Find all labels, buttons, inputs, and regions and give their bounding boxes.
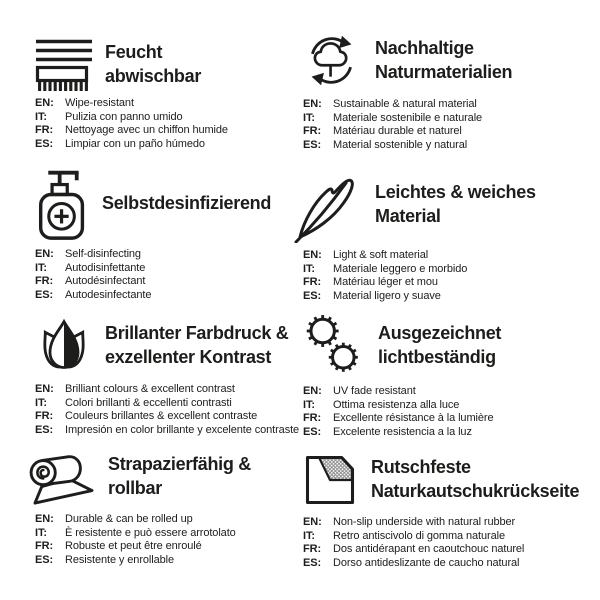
double-sun-icon xyxy=(303,313,363,379)
lang-label: EN: xyxy=(35,248,54,260)
sanitizer-bottle-icon xyxy=(35,166,90,242)
translation-text: È resistente e può essere arrotolato xyxy=(65,526,236,539)
lang-label: EN: xyxy=(35,513,54,525)
translation-text: Limpiar con un paño húmedo xyxy=(65,138,205,151)
wipe-brush-icon xyxy=(35,38,93,92)
translation-text: Wipe-resistant xyxy=(65,97,134,109)
lang-label: IT: xyxy=(303,398,315,411)
translation-text: Excelente resistencia a la luz xyxy=(333,426,472,439)
translation-text: Self-disinfecting xyxy=(65,248,141,260)
lang-label: EN: xyxy=(303,98,322,110)
translation-row xyxy=(303,530,579,544)
translation-row xyxy=(303,125,512,139)
translation-text: UV fade resistant xyxy=(333,385,416,397)
feature-title: Feucht abwischbar xyxy=(105,41,202,86)
translation-row xyxy=(303,276,536,290)
translation-row xyxy=(303,426,501,440)
lang-label: FR: xyxy=(35,540,54,553)
feature-brilliant-print xyxy=(35,314,299,438)
lang-label: FR: xyxy=(303,543,322,556)
translation-list xyxy=(303,249,536,304)
rolled-mat-icon xyxy=(28,448,98,506)
translation-row xyxy=(35,289,271,303)
lang-label: IT: xyxy=(35,261,47,274)
translation-text: Dos antidérapant en caoutchouc naturel xyxy=(333,543,525,556)
translation-row xyxy=(303,112,512,126)
translation-row xyxy=(35,275,271,289)
lang-label: EN: xyxy=(35,97,54,109)
translation-list xyxy=(35,513,251,568)
translation-list xyxy=(303,98,512,153)
translation-row xyxy=(35,138,228,152)
feature-lightfast xyxy=(303,312,501,440)
lang-label: FR: xyxy=(303,125,322,138)
translation-text: Matériau durable et naturel xyxy=(333,125,462,138)
folded-corner-grip-icon xyxy=(303,453,357,507)
lang-label: FR: xyxy=(303,276,322,289)
translation-text: Non-slip underside with natural rubber xyxy=(333,516,516,528)
lang-label: EN: xyxy=(303,385,322,397)
translation-row xyxy=(303,412,501,426)
feature-self-disinfecting xyxy=(35,165,271,303)
translation-text: Matériau léger et mou xyxy=(333,276,438,289)
lang-label: IT: xyxy=(303,529,315,542)
translation-text: Materiale leggero e morbido xyxy=(333,262,468,275)
translation-row xyxy=(303,290,536,304)
translation-text: Couleurs brillantes & excellent contraste xyxy=(65,410,258,423)
translation-row xyxy=(303,543,579,557)
feature-title: Brillanter Farbdruck & exzellenter Kontrast xyxy=(105,323,289,367)
translation-text: Nettoyage avec un chiffon humide xyxy=(65,124,228,137)
translation-list xyxy=(35,248,271,303)
translation-row xyxy=(303,263,536,277)
lang-label: IT: xyxy=(35,110,47,123)
translation-row xyxy=(303,249,536,263)
translation-text: Brilliant colours & excellent contrast xyxy=(65,383,235,395)
feature-light-soft-material xyxy=(303,166,536,304)
lang-label: ES: xyxy=(35,554,54,567)
lang-label: ES: xyxy=(303,426,322,439)
lang-label: EN: xyxy=(303,249,322,261)
lang-label: IT: xyxy=(303,262,315,275)
lang-label: IT: xyxy=(35,526,47,539)
translation-row xyxy=(35,111,228,125)
lang-label: FR: xyxy=(303,412,322,425)
feature-sustainable-materials xyxy=(303,31,512,153)
translation-text: Light & soft material xyxy=(333,249,429,261)
feature-title: Rutschfeste Naturkautschukrückseite xyxy=(371,457,580,501)
translation-row xyxy=(35,540,251,554)
translation-text: Durable & can be rolled up xyxy=(65,513,193,525)
lang-label: ES: xyxy=(303,557,322,570)
translation-row xyxy=(35,97,228,111)
translation-row xyxy=(303,557,579,571)
translation-row xyxy=(35,383,299,397)
translation-text: Pulizia con panno umido xyxy=(65,110,183,123)
lang-label: IT: xyxy=(35,396,47,409)
translation-row xyxy=(35,513,251,527)
feature-non-slip-backing xyxy=(303,452,579,571)
translation-row xyxy=(35,262,271,276)
translation-text: Colori brillanti & eccellenti contrasti xyxy=(65,396,232,409)
translation-text: Ottima resistenza alla luce xyxy=(333,398,460,411)
translation-row xyxy=(303,98,512,112)
translation-list xyxy=(303,516,579,571)
translation-text: Sustainable & natural material xyxy=(333,98,477,110)
translation-text: Impresión en color brillante y excelente contraste xyxy=(65,424,300,437)
translation-row xyxy=(35,124,228,138)
feature-durable-rollable xyxy=(35,448,251,568)
translation-text: Autodésinfectant xyxy=(65,275,146,288)
ink-drop-contrast-icon xyxy=(35,316,93,376)
feature-title: Ausgezeichnet lichtbeständig xyxy=(378,323,502,367)
translation-row xyxy=(303,139,512,153)
lang-label: ES: xyxy=(35,138,54,151)
lang-label: ES: xyxy=(303,290,322,303)
translation-text: Dorso antideslizante de caucho natural xyxy=(333,557,520,570)
feature-title: Selbstdesinfizierend xyxy=(102,193,272,214)
tree-recycle-icon xyxy=(303,32,360,89)
translation-list xyxy=(303,385,501,440)
feature-title: Strapazierfähig & rollbar xyxy=(108,454,251,498)
translation-list xyxy=(35,383,299,438)
feature-title: Nachhaltige Naturmaterialien xyxy=(375,37,513,82)
lang-label: EN: xyxy=(303,516,322,528)
lang-label: FR: xyxy=(35,410,54,423)
translation-text: Material sostenible y natural xyxy=(333,139,468,152)
translation-row xyxy=(35,554,251,568)
lang-label: FR: xyxy=(35,275,54,288)
lang-label: EN: xyxy=(35,383,54,395)
translation-text: Autodisinfettante xyxy=(65,261,146,274)
translation-text: Excellente résistance à la lumière xyxy=(333,412,494,425)
translation-text: Autodesinfectante xyxy=(65,289,152,302)
feature-wipe-resistant xyxy=(35,36,228,152)
translation-row xyxy=(35,248,271,262)
translation-text: Resistente y enrollable xyxy=(65,554,174,567)
lang-label: ES: xyxy=(303,139,322,152)
translation-row xyxy=(35,527,251,541)
translation-row xyxy=(35,424,299,438)
translation-row xyxy=(303,399,501,413)
translation-row xyxy=(35,410,299,424)
translation-text: Materiale sostenibile e naturale xyxy=(333,111,483,124)
lang-label: FR: xyxy=(35,124,54,137)
feature-title: Leichtes & weiches Material xyxy=(375,181,536,226)
translation-row xyxy=(303,516,579,530)
lang-label: IT: xyxy=(303,111,315,124)
translation-text: Material ligero y suave xyxy=(333,290,441,303)
translation-text: Robuste et peut être enroulé xyxy=(65,540,202,553)
translation-list xyxy=(35,97,228,152)
translation-row xyxy=(35,397,299,411)
lang-label: ES: xyxy=(35,424,54,437)
feather-icon xyxy=(294,167,362,243)
translation-text: Retro antiscivolo di gomma naturale xyxy=(333,529,505,542)
lang-label: ES: xyxy=(35,289,54,302)
translation-row xyxy=(303,385,501,399)
